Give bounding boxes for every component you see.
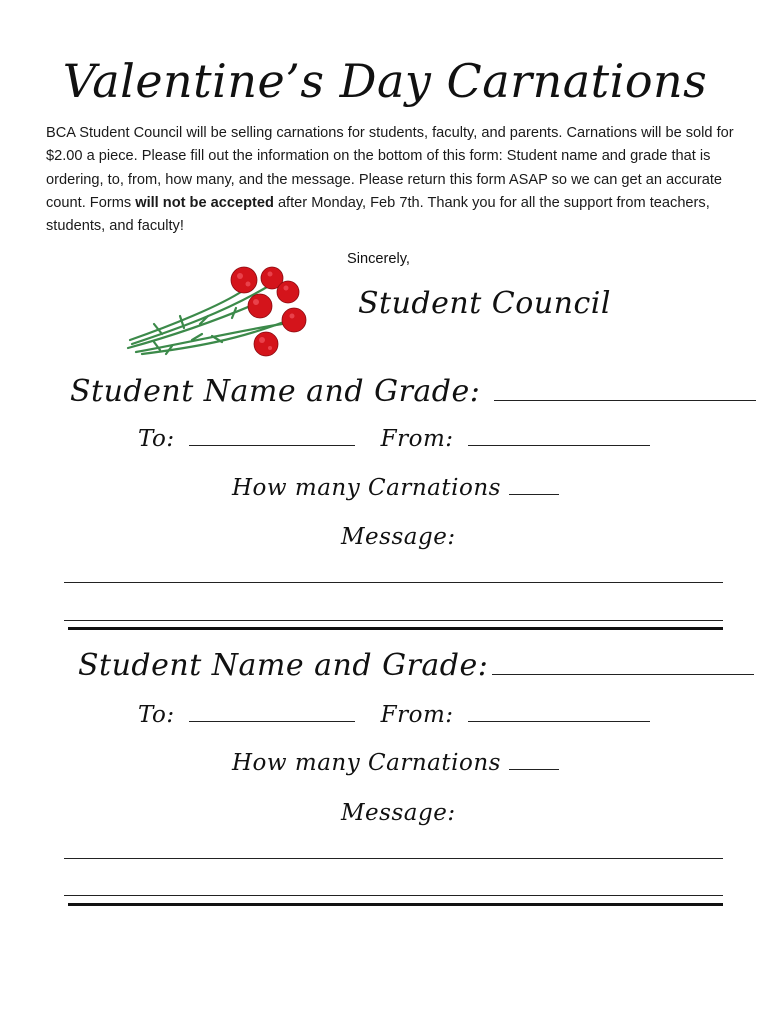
carnation-count-label: How many Carnations: [232, 475, 501, 501]
student-name-grade-label: Student Name and Grade:: [70, 374, 481, 409]
student-name-grade-label: Student Name and Grade:: [78, 648, 489, 683]
carnation-count-field[interactable]: [509, 493, 559, 495]
to-label: To:: [138, 702, 175, 728]
message-line-2a[interactable]: [64, 858, 723, 859]
intro-paragraph: [46, 122, 736, 238]
from-label: From:: [380, 702, 454, 728]
to-field[interactable]: [189, 720, 355, 722]
message-label-2: Message:: [341, 800, 456, 826]
red-carnations-bouquet-icon: [122, 262, 318, 364]
to-field[interactable]: [189, 444, 355, 446]
count-row-1: [232, 475, 559, 501]
message-line-2b[interactable]: [64, 895, 723, 896]
carnation-count-field[interactable]: [509, 768, 559, 770]
closing-sincerely: Sincerely,: [347, 251, 410, 267]
section-divider-2: [68, 903, 723, 906]
message-line-1a[interactable]: [64, 582, 723, 583]
carnation-count-label: How many Carnations: [232, 750, 501, 776]
intro-emphasis: will not be accepted: [135, 194, 274, 211]
page-title: Valentine’s Day Carnations: [62, 54, 708, 108]
student-name-grade-row-2: [78, 648, 754, 683]
closing-signature: Student Council: [358, 286, 611, 321]
intro-text-2: after Monday, Feb 7th. Thank you for all the support from teachers, students, and faculty!: [46, 194, 710, 235]
student-name-grade-field[interactable]: [494, 399, 756, 401]
to-from-row-1: [138, 426, 650, 452]
section-divider-1: [68, 627, 723, 630]
from-field[interactable]: [468, 444, 650, 446]
student-name-grade-field[interactable]: [492, 673, 754, 675]
to-label: To:: [138, 426, 175, 452]
message-label-1: Message:: [341, 524, 456, 550]
from-label: From:: [380, 426, 454, 452]
to-from-row-2: [138, 702, 650, 728]
from-field[interactable]: [468, 720, 650, 722]
message-line-1b[interactable]: [64, 620, 723, 621]
intro-text-1: BCA Student Council will be selling carnations for students, faculty, and parents. Carnations will be sold for $2.00 a piece. Please fill out the information on the bottom of this form: Student name and grade that is ordering, to, from, how many, and the message. Please return this form ASAP so we can get an accurate count. Forms: [46, 125, 734, 211]
student-name-grade-row-1: [70, 374, 756, 409]
count-row-2: [232, 750, 559, 776]
